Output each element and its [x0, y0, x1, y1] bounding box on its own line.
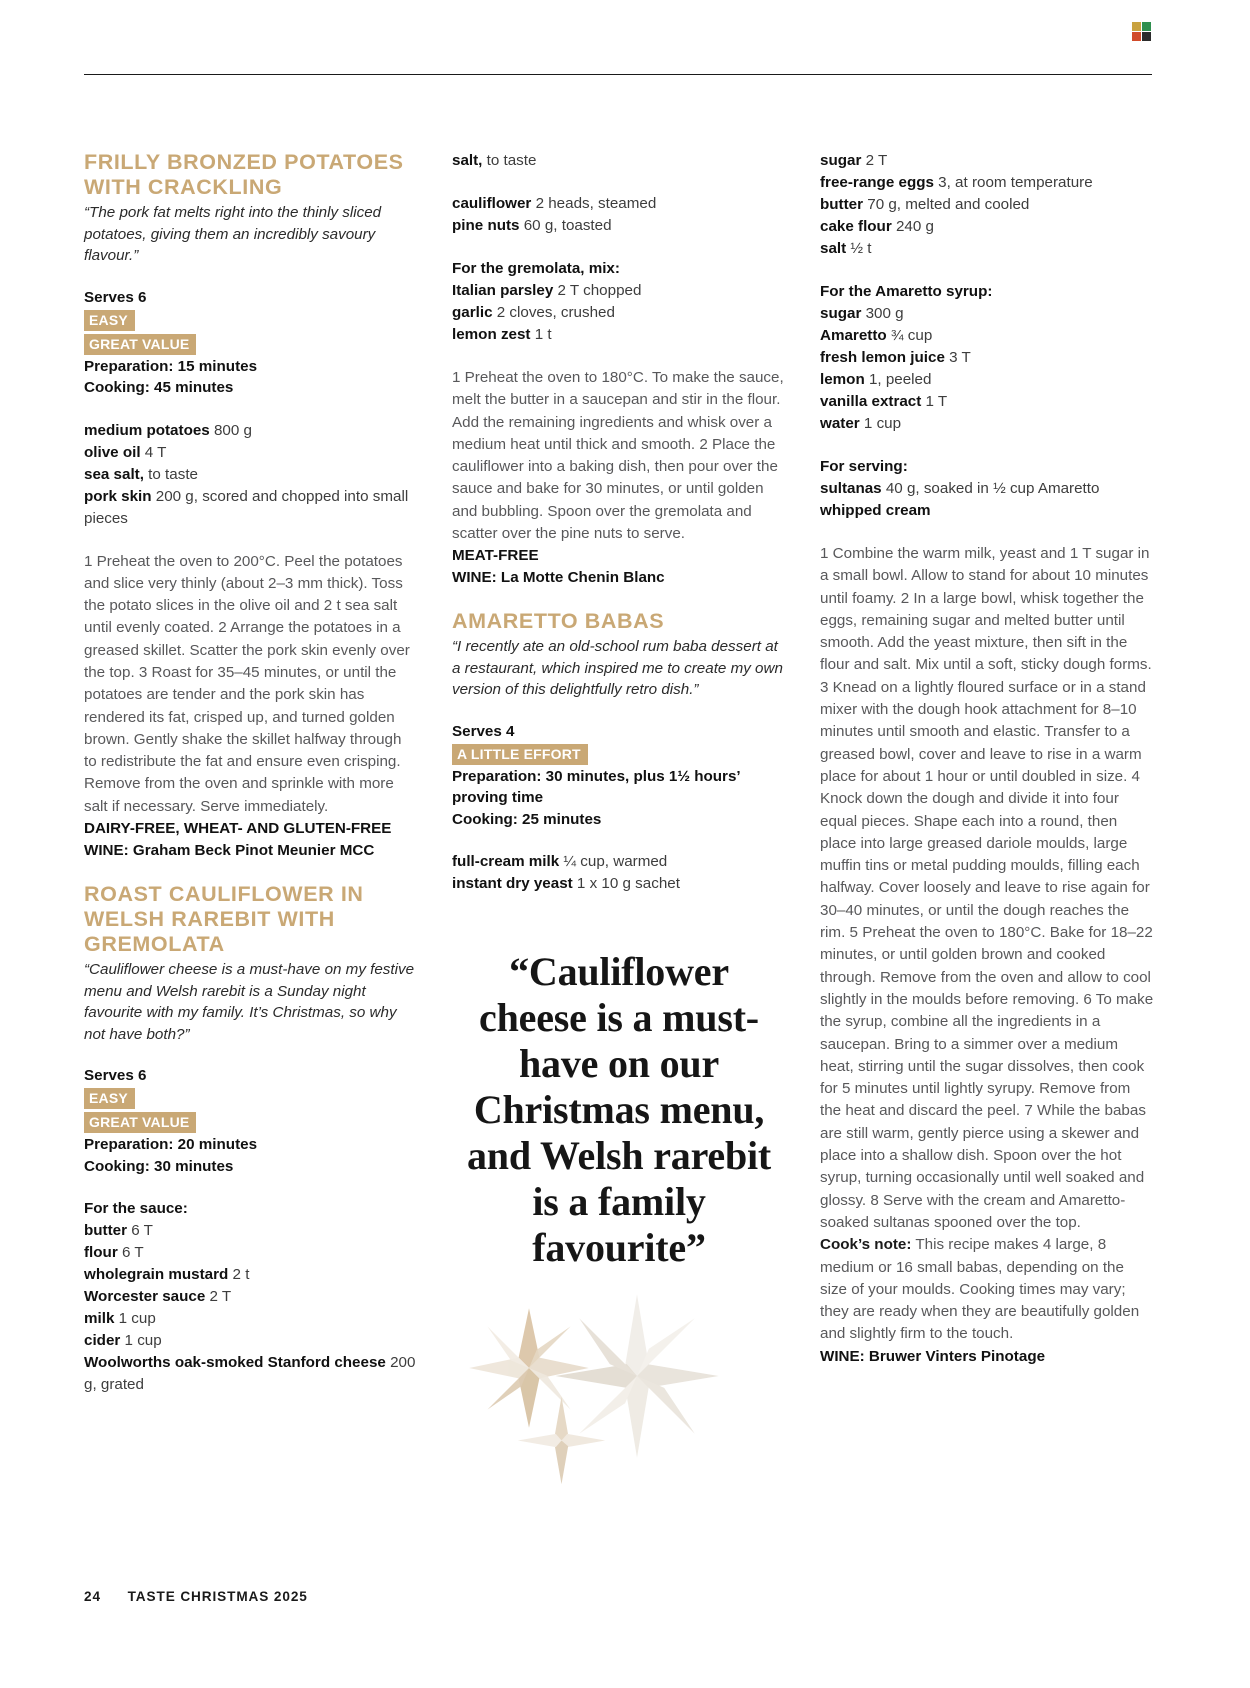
three-column-layout — [84, 150, 1154, 1495]
ingredient-item: cauliflower 2 heads, steamed — [452, 195, 657, 212]
ingredient-item: sugar 300 g — [820, 305, 904, 322]
serves-cauliflower: Serves 6 — [84, 1067, 147, 1085]
ingredient-item: Woolworths oak-smoked Stanford cheese 200 g, grated — [84, 1354, 416, 1394]
cooking-time-potatoes: Cooking: 45 minutes — [84, 379, 234, 396]
publication-name: TASTE CHRISTMAS 2025 — [127, 1589, 308, 1604]
ingredient-item: garlic 2 cloves, crushed — [452, 304, 615, 321]
logo-square-gold — [1132, 22, 1141, 31]
badge-row-babas — [452, 742, 786, 766]
recipe-standfirst-babas: “I recently ate an old-school rum baba dessert at a restaurant, which inspired me to create my own version of this delightfully retro dish.” — [452, 638, 783, 699]
logo-square-red — [1132, 32, 1141, 41]
badge-row-cauliflower-2 — [84, 1110, 418, 1134]
ingredient-item: pork skin 200 g, scored and chopped into small pieces — [84, 487, 409, 527]
ingredient-item: free-range eggs 3, at room temperature — [820, 174, 1093, 191]
badge-great-value: GREAT VALUE — [84, 1112, 196, 1133]
ingredient-item: instant dry yeast 1 x 10 g sachet — [452, 875, 680, 893]
ingredient-item: sultanas 40 g, soaked in ½ cup Amaretto — [820, 480, 1100, 497]
wine-pairing-potatoes: WINE: Graham Beck Pinot Meunier MCC — [84, 841, 375, 859]
column-1 — [84, 150, 418, 1495]
serving-heading: For serving: — [820, 458, 908, 475]
recipe-title-potatoes: FRILLY BRONZED POTATOES WITH CRACKLING — [84, 150, 404, 199]
cooking-time-babas: Cooking: 25 minutes — [452, 810, 602, 828]
ingredient-item: lemon zest 1 t — [452, 326, 552, 343]
ingredient-item: flour 6 T — [84, 1244, 144, 1262]
dietary-tag-cauliflower: MEAT-FREE — [452, 547, 539, 565]
preparation-time-potatoes: Preparation: 15 minutes — [84, 357, 258, 375]
badge-great-value: GREAT VALUE — [84, 334, 196, 355]
ingredient-item: salt ½ t — [820, 240, 872, 257]
ingredient-item: Worcester sauce 2 T — [84, 1288, 232, 1306]
logo-square-black — [1142, 32, 1151, 41]
star-icon-small-beige — [514, 1393, 609, 1488]
ingredient-item: vanilla extract 1 T — [820, 393, 948, 410]
logo-square-green — [1142, 22, 1151, 31]
recipe-standfirst-potatoes: “The pork fat melts right into the thinly sliced potatoes, giving them an incredibly savoury flavour.” — [84, 204, 382, 264]
ingredient-item: full-cream milk ¼ cup, warmed — [452, 853, 668, 871]
sauce-heading: For the sauce: — [84, 1200, 188, 1218]
ingredient-item: Italian parsley 2 T chopped — [452, 282, 642, 299]
ingredient-item: whipped cream — [820, 502, 931, 519]
badge-easy: EASY — [84, 1088, 135, 1109]
badge-row-potatoes-2 — [84, 332, 418, 356]
ingredient-item: lemon 1, peeled — [820, 371, 932, 388]
ingredient-item: butter 6 T — [84, 1222, 153, 1240]
page-number: 24 — [84, 1589, 101, 1604]
wine-pairing-babas: WINE: Bruwer Vinters Pinotage — [820, 1347, 1046, 1365]
syrup-heading: For the Amaretto syrup: — [820, 283, 993, 300]
serves-potatoes: Serves 6 — [84, 288, 147, 306]
cooks-note: Cook’s note: This recipe makes 4 large, 8 medium or 16 small babas, depending on the size of your moulds. Cooking times may vary; they are ready when they are beautifully golden and slightly firm to the touch. — [820, 1236, 1140, 1343]
method-babas: 1 Combine the warm milk, yeast and 1 T sugar in a small bowl. Allow to stand for about 10 minutes until foamy. 2 In a large bowl, whisk together the eggs, remaining sugar and melted butter until smooth. Add the yeast mixture, then sift in the flour and salt. Mix until a soft, sticky dough forms. 3 Knead on a lightly floured surface or in a stand mixer with the dough hook attachment for 8–10 minutes until smooth and elastic. Transfer to a greased bowl, cover and leave to rise in a warm place for about 1 hour or until doubled in size. 4 Knock down the dough and divide it into four equal pieces. Shape each into a round, then place into large greased dariole moulds, large muffin tins or metal pudding moulds, filling each halfway. Cover loosely and leave to rise again for 30–40 minutes, or until the dough reaches the rim. 5 Preheat the oven to 180°C. Bake for 18–22 minutes, or until golden brown and cooked through. Remove from the oven and allow to cool slightly in the moulds before removing. 6 To make the syrup, combine all the ingredients in a saucepan. Bring to a simmer over a medium heat, stirring until the sugar dissolves, then cook for 5 minutes until lightly syrupy. Remove from the heat and discard the peel. 7 While the babas are still warm, gently pierce using a skewer and place into a shallow dish. Spoon over the hot syrup, turning occasionally until well soaked and glossy. 8 Serve with the cream and Amaretto-soaked sultanas spooned over the top. — [820, 545, 1154, 1231]
ingredient-item: pine nuts 60 g, toasted — [452, 217, 612, 234]
preparation-time-babas: Preparation: 30 minutes, plus 1½ hours’ proving time — [452, 767, 740, 807]
recipe-title-babas: AMARETTO BABAS — [452, 609, 665, 634]
method-potatoes: 1 Preheat the oven to 200°C. Peel the potatoes and slice very thinly (about 2–3 mm thick). Toss the potato slices in the olive oil and 2 t sea salt until evenly coated. 2 Arrange the potatoes in a greased skillet. Scatter the pork skin evenly over the top. 3 Roast for 35–45 minutes, or until the potatoes are tender and the pork skin has rendered its fat, crisped up, and turned golden brown. Gently shake the skillet halfway through to redistribute the fat and ensure even crisping. Remove from the oven and sprinkle with more salt if necessary. Serve immediately. — [84, 552, 410, 815]
ingredient-item: Amaretto ¾ cup — [820, 327, 933, 344]
cooking-time-cauliflower: Cooking: 30 minutes — [84, 1157, 234, 1175]
page-footer — [84, 1589, 308, 1604]
wine-pairing-cauliflower: WINE: La Motte Chenin Blanc — [452, 568, 665, 586]
ingredient-item: cider 1 cup — [84, 1332, 162, 1350]
header-rule — [84, 74, 1152, 75]
recipe-title-cauliflower: ROAST CAULIFLOWER IN WELSH RAREBIT WITH GREMOLATA — [84, 882, 364, 957]
ingredient-item: fresh lemon juice 3 T — [820, 349, 971, 366]
ingredient-item: milk 1 cup — [84, 1310, 156, 1328]
gremolata-heading: For the gremolata, mix: — [452, 260, 620, 277]
ingredient-item: wholegrain mustard 2 t — [84, 1266, 250, 1284]
pull-quote: “Cauliflower cheese is a must-have on our Christmas menu, and Welsh rarebit is a family favourite” — [466, 949, 772, 1271]
dietary-tag-potatoes: DAIRY-FREE, WHEAT- AND GLUTEN-FREE — [84, 820, 392, 838]
badge-row-cauliflower — [84, 1086, 418, 1110]
ingredient-item: sea salt, to taste — [84, 465, 198, 483]
decorative-stars — [452, 1285, 786, 1495]
taste-logo-mark — [1132, 22, 1154, 44]
ingredient-item: salt, to taste — [452, 152, 537, 169]
ingredient-item: cake flour 240 g — [820, 218, 934, 235]
column-3 — [820, 150, 1154, 1495]
recipe-standfirst-cauliflower: “Cauliflower cheese is a must-have on my festive menu and Welsh rarebit is a Sunday night favourite with my family. It’s Christmas, so why not have both?” — [84, 961, 415, 1043]
column-2 — [452, 150, 786, 1495]
method-cauliflower: 1 Preheat the oven to 180°C. To make the sauce, melt the butter in a saucepan and stir in the flour. Add the remaining ingredients and whisk over a medium heat until thick and smooth. 2 Place the cauliflower into a baking dish, then pour over the sauce and bake for 30 minutes, or until golden and bubbling. Spoon over the gremolata and scatter over the pine nuts to serve. — [452, 369, 784, 543]
badge-a-little-effort: A LITTLE EFFORT — [452, 744, 588, 765]
ingredient-item: water 1 cup — [820, 415, 902, 432]
ingredient-item: butter 70 g, melted and cooled — [820, 196, 1030, 213]
ingredient-item: sugar 2 T — [820, 152, 888, 169]
badge-row-potatoes — [84, 308, 418, 332]
badge-easy: EASY — [84, 310, 135, 331]
ingredient-item: olive oil 4 T — [84, 443, 167, 461]
ingredient-item: medium potatoes 800 g — [84, 421, 252, 439]
preparation-time-cauliflower: Preparation: 20 minutes — [84, 1136, 258, 1154]
serves-babas: Serves 4 — [452, 722, 515, 740]
